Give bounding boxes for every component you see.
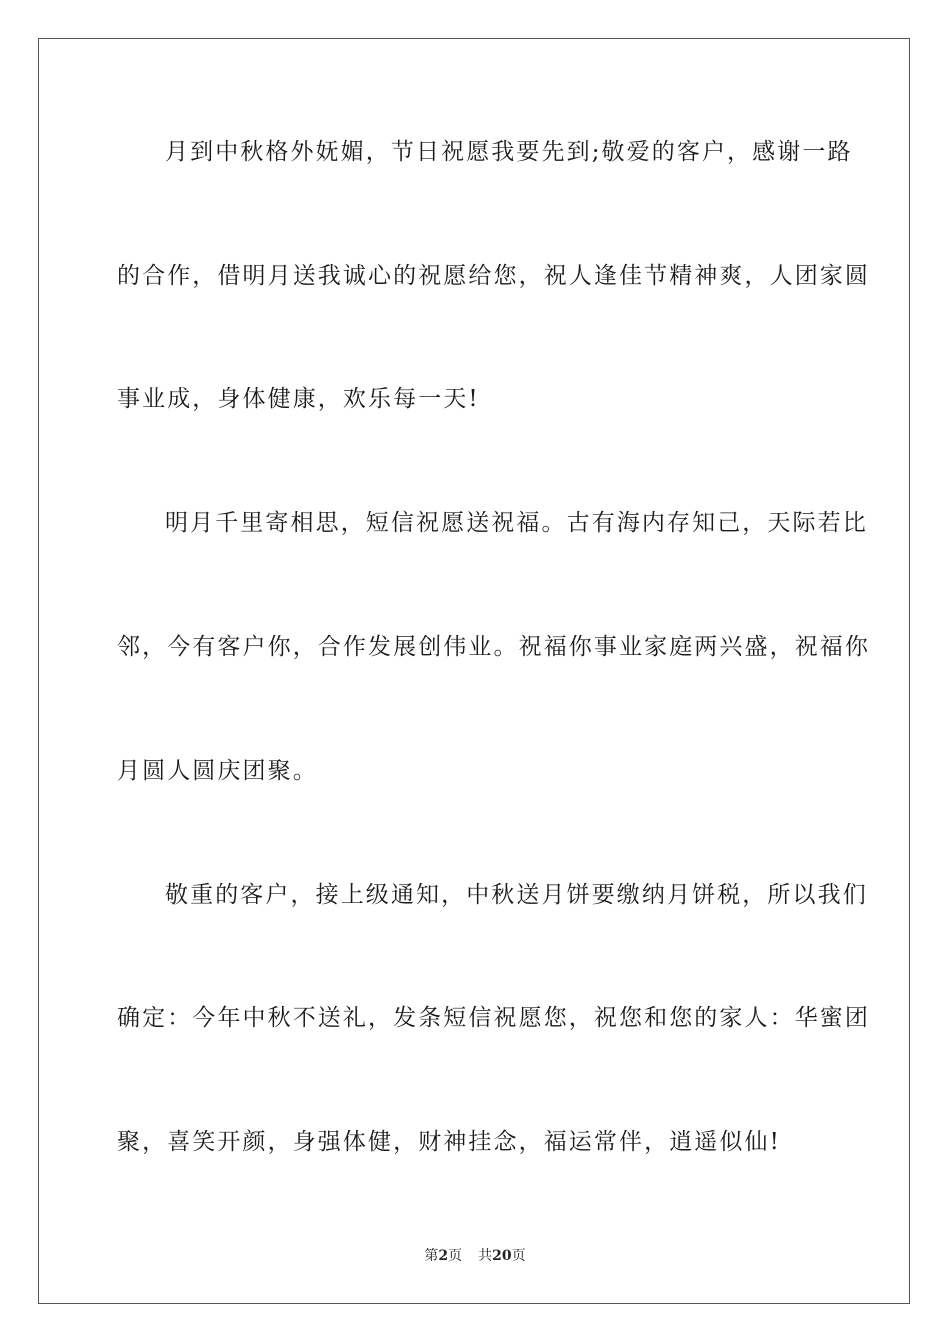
total-pages: 20 [492, 1248, 512, 1264]
paragraph-line: 月到中秋格外妩媚，节日祝愿我要先到;敬爱的客户，感谢一路 [165, 139, 853, 165]
paragraph-line: 事业成，身体健康，欢乐每一天! [117, 386, 480, 412]
paragraph-line: 确定：今年中秋不送礼，发条短信祝愿您，祝您和您的家人：华蜜团 [117, 1005, 870, 1031]
paragraph-line: 的合作，借明月送我诚心的祝愿给您，祝人逢佳节精神爽，人团家圆 [117, 263, 870, 289]
paragraph-line: 聚，喜笑开颜，身强体健，财神挂念，福运常伴，逍遥似仙! [117, 1129, 781, 1155]
paragraph-line: 敬重的客户，接上级通知，中秋送月饼要缴纳月饼税，所以我们 [165, 882, 868, 908]
paragraph-line: 月圆人圆庆团聚。 [117, 758, 318, 784]
total-prefix: 共 [478, 1248, 493, 1264]
page-prefix: 第 [424, 1248, 439, 1264]
page-footer [0, 1247, 950, 1265]
page-number: 2 [438, 1248, 449, 1264]
page-border [38, 38, 910, 1304]
page-suffix: 页 [448, 1248, 463, 1264]
total-suffix: 页 [511, 1248, 526, 1264]
paragraph-line: 明月千里寄相思，短信祝愿送祝福。古有海内存知己，天际若比 [165, 510, 868, 536]
paragraph-line: 邻，今有客户你，合作发展创伟业。祝福你事业家庭两兴盛，祝福你 [117, 634, 870, 660]
